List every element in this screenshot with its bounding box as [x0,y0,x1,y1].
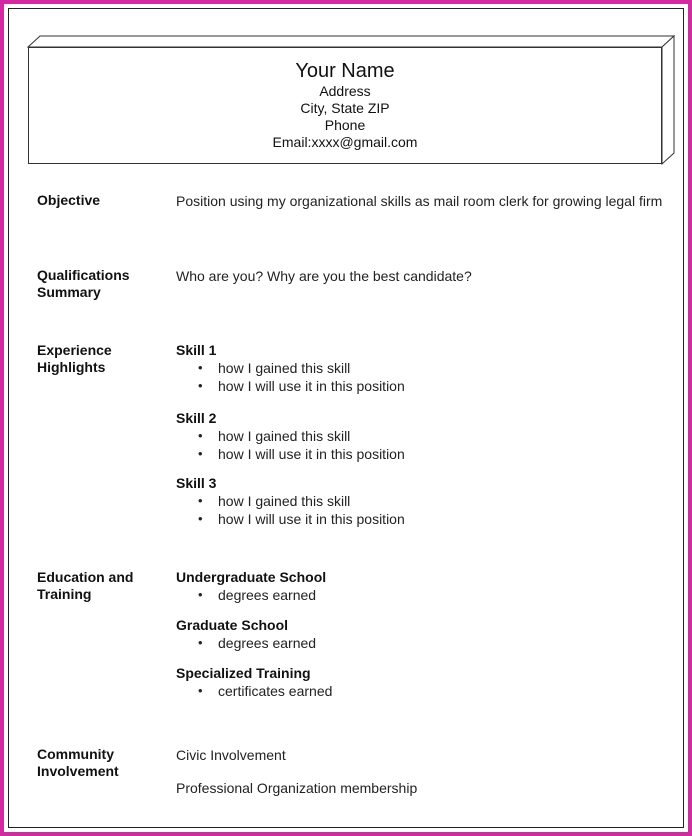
education-group [176,617,666,652]
list-item: • how I will use it in this position [218,445,666,463]
education-title: Undergraduate School [176,569,327,585]
education-title: Specialized Training [176,665,311,681]
list-item: • how I gained this skill [218,359,666,377]
skill-title: Skill 3 [176,475,217,491]
experience-body [176,342,666,540]
list-item: • how I will use it in this position [218,510,666,528]
skill-group [176,410,666,463]
education-group [176,665,666,700]
header-box [28,47,662,164]
skill-bullets [176,359,666,395]
community-line: Civic Involvement [176,747,286,763]
skill-title: Skill 2 [176,410,217,426]
list-item: • certificates earned [218,682,666,700]
community-line: Professional Organization membership [176,780,418,796]
list-item: • degrees earned [218,634,666,652]
skill-group [176,475,666,528]
education-label: Education and Training [37,569,134,602]
candidate-name: Your Name [295,60,395,82]
education-bullets [176,586,666,604]
list-item: • how I gained this skill [218,492,666,510]
skill-bullets [176,492,666,528]
objective-label: Objective [37,192,101,208]
education-title: Graduate School [176,617,289,633]
education-bullets [176,682,666,700]
experience-label: Experience Highlights [37,342,112,375]
list-item: • degrees earned [218,586,666,604]
email: Email:xxxx@gmail.com [272,134,418,150]
qualifications-text: Who are you? Why are you the best candidate? [176,268,472,284]
education-bullets [176,634,666,652]
list-item: • how I gained this skill [218,427,666,445]
address: Address [319,83,371,99]
skill-title: Skill 1 [176,342,217,358]
skill-group [176,342,666,395]
community-label: Community Involvement [37,746,119,779]
phone: Phone [324,117,366,133]
objective-text: Position using my organizational skills as mail room clerk for growing legal firm [176,193,663,209]
skill-bullets [176,427,666,463]
community-body [176,746,666,797]
qualifications-label: Qualifications Summary [37,267,130,300]
list-item: • how I will use it in this position [218,377,666,395]
education-body [176,569,666,712]
city-state-zip: City, State ZIP [300,100,390,116]
education-group [176,569,666,604]
